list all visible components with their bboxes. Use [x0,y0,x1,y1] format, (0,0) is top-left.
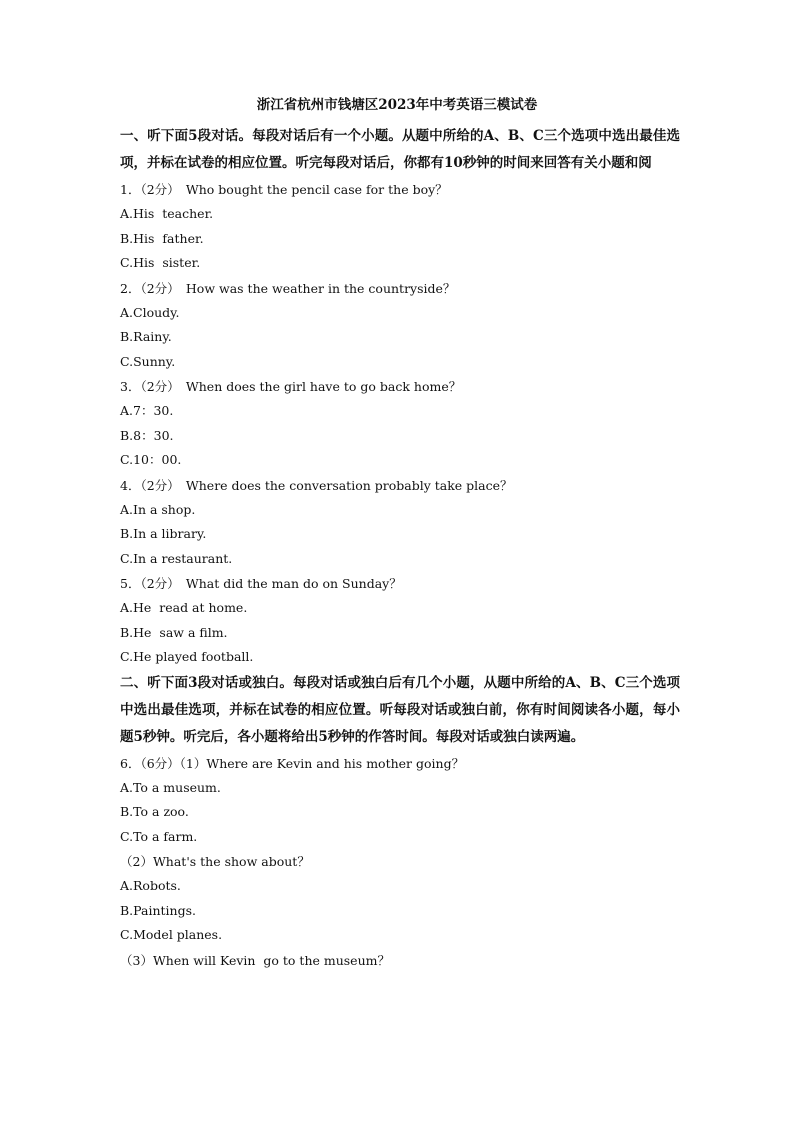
section-1-heading: 一、听下面5段对话。每段对话后有一个小题。从题中所给的A、B、C三个选项中选出最佳选项，并标在试卷的相应位置。听完每段对话后，你都有10秒钟的时间来回答有关小题和阅 [120,128,680,171]
question-4 [120,473,680,572]
sub-question-3-stem: （3）When will Kevin go to the museum？ [120,952,390,968]
option-b: B.He saw a film. [120,624,228,640]
question-stem: 5．（2分） What did the man do on Sunday？ [120,576,402,591]
question-stem: 4．（2分） Where does the conversation probably take place？ [120,477,513,493]
option-b: B.8：30. [120,427,174,443]
question-1 [120,177,680,276]
question-3 [120,374,680,473]
option-c: C.He played football. [120,649,254,664]
option-b: B.His father. [120,230,204,246]
question-2 [120,276,680,375]
section-2-heading: 二、听下面3段对话或独白。每段对话或独白后有几个小题，从题中所给的A、B、C三个选项中选出最佳选项，并标在试卷的相应位置。听每段对话或独白前，你有时间阅读各小题，每小题5秒钟。听完后，各小题将给出5秒钟的作答时间。每段对话或独白读两遍。 [120,674,680,745]
option-b: B.Paintings. [120,902,196,918]
option-a: A.He read at home. [120,600,248,615]
option-b: B.In a library. [120,526,207,541]
question-stem: 6．（6分）（1）Where are Kevin and his mother going？ [120,755,465,771]
question-stem: 2．（2分） How was the weather in the countryside？ [120,280,456,296]
option-c: C.Model planes. [120,927,223,942]
page-title: 浙江省杭州市钱塘区2023年中考英语三模试卷 [256,97,538,113]
question-stem: 1．（2分） Who bought the pencil case for the boy？ [120,182,448,197]
option-b: B.Rainy. [120,329,172,344]
option-c: C.In a restaurant. [120,550,233,566]
option-b: B.To a zoo. [120,804,189,819]
option-c: C.10：00. [120,452,182,467]
option-a: A.In a shop. [120,501,196,517]
option-a: A.Robots. [120,878,181,893]
option-a: A.His teacher. [120,206,214,221]
exam-content [120,123,680,973]
option-c: C.His sister. [120,255,201,270]
option-c: C.To a farm. [120,828,198,844]
option-a: A.Cloudy. [120,304,180,320]
option-a: A.To a museum. [120,779,221,795]
question-5 [120,571,680,670]
option-a: A.7：30. [120,403,174,418]
option-c: C.Sunny. [120,353,176,369]
sub-question-2-stem: （2）What's the show about？ [120,854,310,869]
question-stem: 3．（2分） When does the girl have to go back home？ [120,379,462,394]
question-6 [120,751,680,973]
